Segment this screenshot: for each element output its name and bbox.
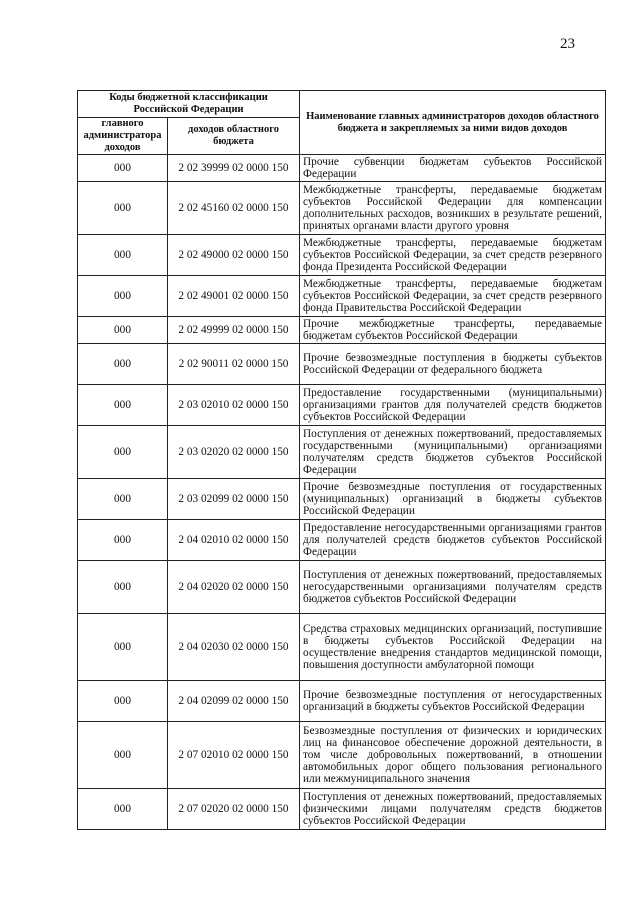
- income-description: Прочие безвозмездные поступления от государственных (муниципальных) организаций в бюджеты субъектов Российской Федерации: [300, 479, 606, 520]
- admin-code: 000: [78, 317, 168, 344]
- admin-code: 000: [78, 520, 168, 561]
- income-description: Межбюджетные трансферты, передаваемые бюджетам субъектов Российской Федерации, за счет средств резервного фонда Президента Российской Федерации: [300, 235, 606, 276]
- admin-code: 000: [78, 235, 168, 276]
- admin-code: 000: [78, 276, 168, 317]
- header-income-code: доходов областного бюджета: [168, 118, 300, 155]
- income-code: 2 03 02020 02 0000 150: [168, 426, 300, 479]
- table-row: [78, 155, 606, 182]
- admin-code: 000: [78, 614, 168, 681]
- income-code: 2 02 49001 02 0000 150: [168, 276, 300, 317]
- admin-code: 000: [78, 344, 168, 385]
- income-code: 2 02 49000 02 0000 150: [168, 235, 300, 276]
- income-description: Поступления от денежных пожертвований, предоставляемых физическими лицами получателям средств бюджетов субъектов Российской Федерации: [300, 789, 606, 830]
- table-row: [78, 426, 606, 479]
- income-code: 2 04 02020 02 0000 150: [168, 561, 300, 614]
- header-main-administrator: главного администратора доходов: [78, 118, 168, 155]
- header-administrator-name: Наименование главных администраторов доходов областного бюджета и закрепляемых за ними видов доходов: [300, 91, 606, 155]
- admin-code: 000: [78, 681, 168, 722]
- income-description: Безвозмездные поступления от физических и юридических лиц на финансовое обеспечение дорожной деятельности, в том числе добровольных пожертвований, в отношении автомобильных дорог общего пользования регионального или межмуниципального значения: [300, 722, 606, 789]
- table-row: [78, 561, 606, 614]
- admin-code: 000: [78, 479, 168, 520]
- table-row: [78, 722, 606, 789]
- income-code: 2 04 02010 02 0000 150: [168, 520, 300, 561]
- admin-code: 000: [78, 426, 168, 479]
- income-description: Прочие безвозмездные поступления от негосударственных организаций в бюджеты субъектов Российской Федерации: [300, 681, 606, 722]
- table-row: [78, 789, 606, 830]
- income-description: Прочие межбюджетные трансферты, передаваемые бюджетам субъектов Российской Федерации: [300, 317, 606, 344]
- table-row: [78, 182, 606, 235]
- admin-code: 000: [78, 789, 168, 830]
- income-description: Средства страховых медицинских организаций, поступившие в бюджеты субъектов Российской Федерации на осуществление внедрения стандартов медицинской помощи, повышения доступности амбулаторной помощи: [300, 614, 606, 681]
- income-description: Поступления от денежных пожертвований, предоставляемых негосударственными организациями получателям средств бюджетов субъектов Российской Федерации: [300, 561, 606, 614]
- income-code: 2 02 49999 02 0000 150: [168, 317, 300, 344]
- income-description: Межбюджетные трансферты, передаваемые бюджетам субъектов Российской Федерации, за счет средств резервного фонда Правительства Российской Федерации: [300, 276, 606, 317]
- admin-code: 000: [78, 561, 168, 614]
- income-code: 2 07 02020 02 0000 150: [168, 789, 300, 830]
- budget-classification-table: [77, 90, 606, 830]
- table-row: [78, 317, 606, 344]
- income-description: Предоставление негосударственными организациями грантов для получателей средств бюджетов субъектов Российской Федерации: [300, 520, 606, 561]
- income-code: 2 02 90011 02 0000 150: [168, 344, 300, 385]
- table-row: [78, 479, 606, 520]
- income-code: 2 03 02010 02 0000 150: [168, 385, 300, 426]
- admin-code: 000: [78, 155, 168, 182]
- income-code: 2 04 02099 02 0000 150: [168, 681, 300, 722]
- income-code: 2 04 02030 02 0000 150: [168, 614, 300, 681]
- income-description: Межбюджетные трансферты, передаваемые бюджетам субъектов Российской Федерации для компенсации дополнительных расходов, возникших в результате решений, принятых органами власти другого уровня: [300, 182, 606, 235]
- income-description: Поступления от денежных пожертвований, предоставляемых государственными (муниципальными) организациями получателям средств бюджетов субъектов Российской Федерации: [300, 426, 606, 479]
- table-row: [78, 520, 606, 561]
- table-header-row: [78, 91, 606, 118]
- table-row: [78, 276, 606, 317]
- table-row: [78, 344, 606, 385]
- page-number: 23: [560, 36, 575, 52]
- income-code: 2 07 02010 02 0000 150: [168, 722, 300, 789]
- income-code: 2 03 02099 02 0000 150: [168, 479, 300, 520]
- table-row: [78, 681, 606, 722]
- income-description: Предоставление государственными (муниципальными) организациями грантов для получателей средств бюджетов субъектов Российской Федерации: [300, 385, 606, 426]
- income-description: Прочие субвенции бюджетам субъектов Российской Федерации: [300, 155, 606, 182]
- admin-code: 000: [78, 182, 168, 235]
- table-row: [78, 614, 606, 681]
- income-description: Прочие безвозмездные поступления в бюджеты субъектов Российской Федерации от федерального бюджета: [300, 344, 606, 385]
- admin-code: 000: [78, 722, 168, 789]
- table-row: [78, 385, 606, 426]
- admin-code: 000: [78, 385, 168, 426]
- table-row: [78, 235, 606, 276]
- income-code: 2 02 39999 02 0000 150: [168, 155, 300, 182]
- income-code: 2 02 45160 02 0000 150: [168, 182, 300, 235]
- header-codes-group: Коды бюджетной классификации Российской Федерации: [78, 91, 300, 118]
